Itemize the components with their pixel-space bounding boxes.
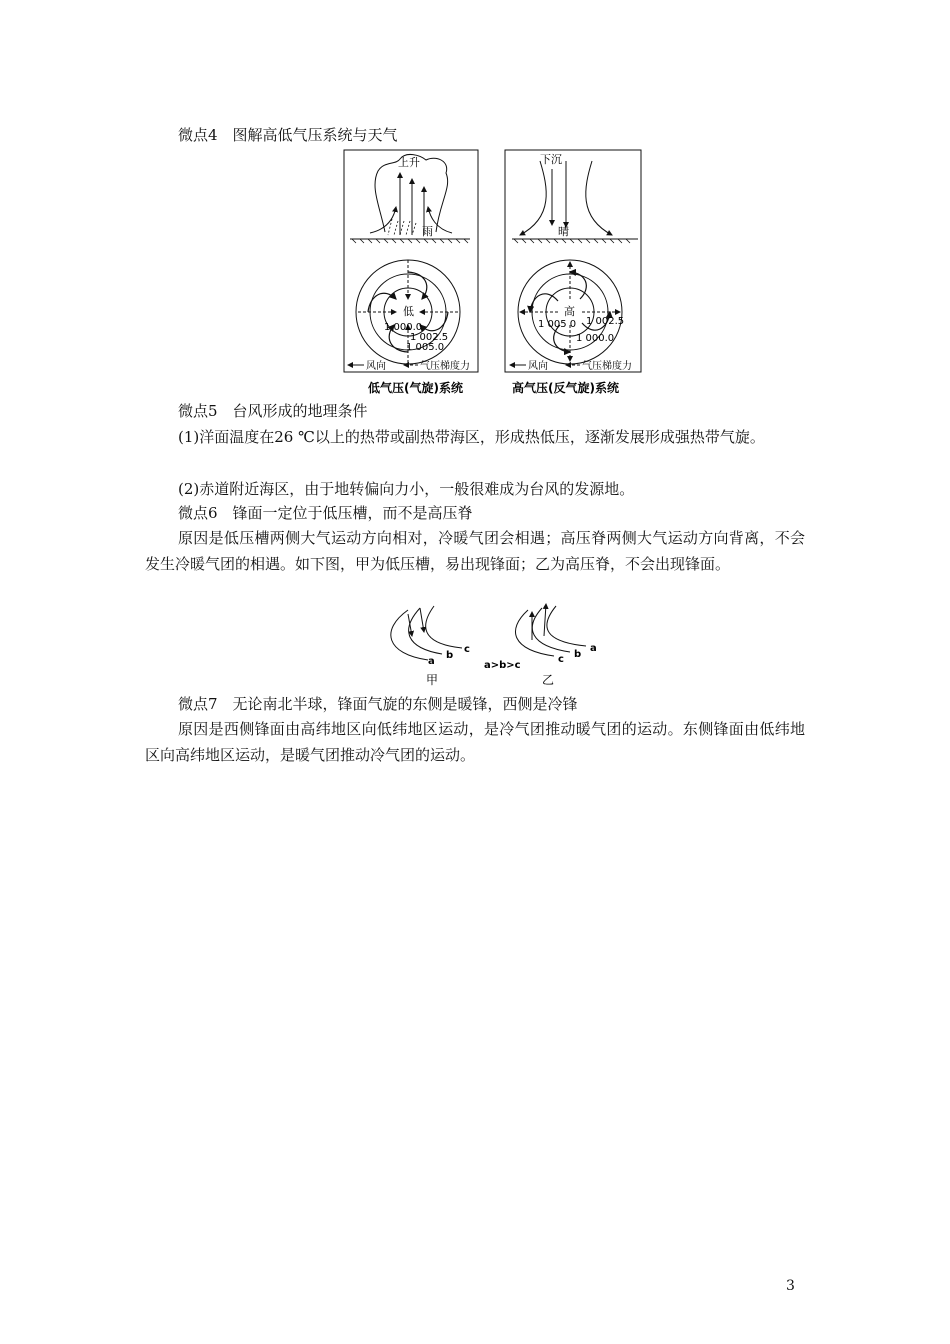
- low-caption: 低气压(气旋)系统: [368, 381, 463, 395]
- relation-label: a>b>c: [484, 660, 521, 671]
- high-isobar-3: 1 000.0: [576, 333, 615, 344]
- page-number: 3: [786, 1278, 795, 1294]
- heading-point-6: 微点6 锋面一定位于低压槽，而不是高压脊: [178, 504, 473, 522]
- low-center-label: 低: [403, 305, 414, 318]
- point-5-item-1: (1)洋面温度在26 ℃以上的热带或副热带海区，形成热低压，逐渐发展形成强热带气旋。: [178, 428, 765, 446]
- ridge-diagram: [515, 604, 596, 686]
- point-6-body: 原因是低压槽两侧大气运动方向相对，冷暖气团会相遇；高压脊两侧大气运动方向背离，不会发生冷暖气团的相遇。如下图，甲为低压槽，易出现锋面；乙为高压脊，不会出现锋面。: [145, 529, 805, 573]
- ridge-label-a: a: [590, 643, 597, 654]
- trough-label-c: c: [464, 644, 470, 655]
- high-pressure-panel: [505, 150, 641, 395]
- heading-point-4: 微点4 图解高低气压系统与天气: [178, 126, 398, 144]
- trough-ridge-figure: [378, 600, 608, 686]
- heading-point-7: 微点7 无论南北半球，锋面气旋的东侧是暖锋，西侧是冷锋: [178, 695, 578, 713]
- trough-diagram: [391, 606, 470, 686]
- low-isobar-3: 1 005.0: [406, 342, 445, 353]
- high-legend-wind: 风向: [528, 361, 548, 372]
- low-pressure-panel: [344, 150, 478, 395]
- rise-label: 上升: [398, 156, 420, 169]
- high-center-label: 高: [564, 305, 575, 318]
- sink-label: 下沉: [540, 153, 562, 166]
- point-7-body: 原因是西侧锋面由高纬地区向低纬地区运动，是冷气团推动暖气团的运动。东侧锋面由低纬地区向高纬地区运动，是暖气团推动冷气团的运动。: [145, 720, 805, 764]
- ridge-caption: 乙: [542, 673, 555, 686]
- low-legend-force: 气压梯度力: [420, 361, 470, 372]
- heading-point-5: 微点5 台风形成的地理条件: [178, 402, 368, 420]
- low-isobar-1: 1 000.0: [384, 322, 423, 333]
- high-isobar-2: 1 002.5: [586, 316, 625, 327]
- trough-label-a: a: [428, 656, 435, 667]
- ridge-label-b: b: [574, 649, 582, 660]
- high-legend-force: 气压梯度力: [582, 361, 632, 372]
- low-legend-wind: 风向: [366, 361, 386, 372]
- ridge-label-c: c: [558, 654, 564, 665]
- high-isobar-1: 1 005 0: [538, 319, 577, 330]
- trough-caption: 甲: [426, 673, 439, 686]
- trough-label-b: b: [446, 650, 454, 661]
- point-5-item-2: (2)赤道附近海区，由于地转偏向力小，一般很难成为台风的发源地。: [178, 480, 635, 498]
- high-caption: 高气压(反气旋)系统: [512, 381, 619, 395]
- sunny-label: 晴: [558, 225, 569, 238]
- pressure-systems-figure: [340, 147, 645, 399]
- rain-label: 雨: [422, 225, 433, 238]
- low-isobar-2: 1 002.5: [410, 332, 449, 343]
